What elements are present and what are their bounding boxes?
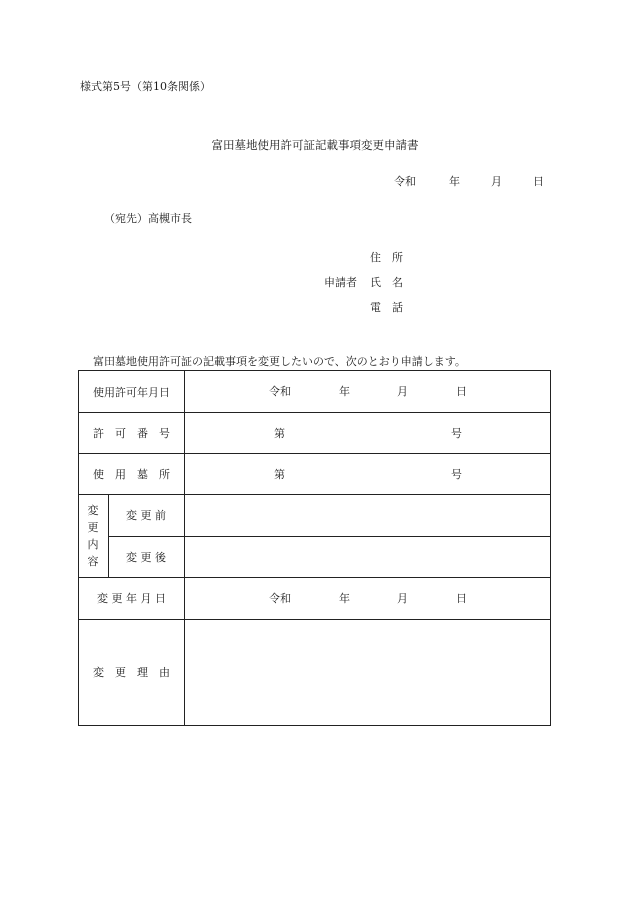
addressee: （宛先）高槻市長 <box>104 212 192 225</box>
permit-date-era: 令和 <box>269 385 291 398</box>
change-date-month: 月 <box>397 592 408 605</box>
change-before-label: 変 更 前 <box>126 509 166 522</box>
intro-text: 富田墓地使用許可証の記載事項を変更したいので、次のとおり申請します。 <box>93 355 466 368</box>
change-after-label: 変 更 後 <box>126 550 166 564</box>
date-month: 月 <box>491 175 502 188</box>
grave-site-suffix: 号 <box>451 468 462 481</box>
applicant-name-label: 氏 名 <box>370 276 403 289</box>
change-date-era: 令和 <box>269 592 291 605</box>
permit-number-suffix: 号 <box>451 427 462 440</box>
change-date-day: 日 <box>456 592 467 605</box>
permit-date-year: 年 <box>339 385 350 398</box>
grave-site-prefix: 第 <box>274 468 285 481</box>
change-date-year: 年 <box>339 592 350 605</box>
grave-site-label: 使 用 墓 所 <box>93 467 170 481</box>
date-year: 年 <box>449 175 460 188</box>
change-content-group-label: 変 更 内 容 <box>87 504 99 568</box>
permit-date-day: 日 <box>456 385 467 398</box>
applicant-heading: 申請者 <box>324 276 357 289</box>
application-table <box>78 370 551 726</box>
date-day: 日 <box>533 175 544 188</box>
applicant-phone-label: 電 話 <box>370 301 403 314</box>
change-date-label: 変 更 年 月 日 <box>97 592 166 605</box>
document-title: 富田墓地使用許可証記載事項変更申請書 <box>211 138 419 152</box>
application-date <box>394 175 544 189</box>
permit-date-label: 使用許可年月日 <box>93 385 170 399</box>
change-reason-label: 変 更 理 由 <box>93 666 170 679</box>
permit-number-label: 許 可 番 号 <box>93 426 170 440</box>
applicant-address-label: 住 所 <box>370 251 403 264</box>
permit-date-month: 月 <box>397 385 408 398</box>
date-era: 令和 <box>394 175 416 188</box>
form-number: 様式第5号（第10条関係） <box>80 80 211 93</box>
permit-number-prefix: 第 <box>274 427 285 440</box>
